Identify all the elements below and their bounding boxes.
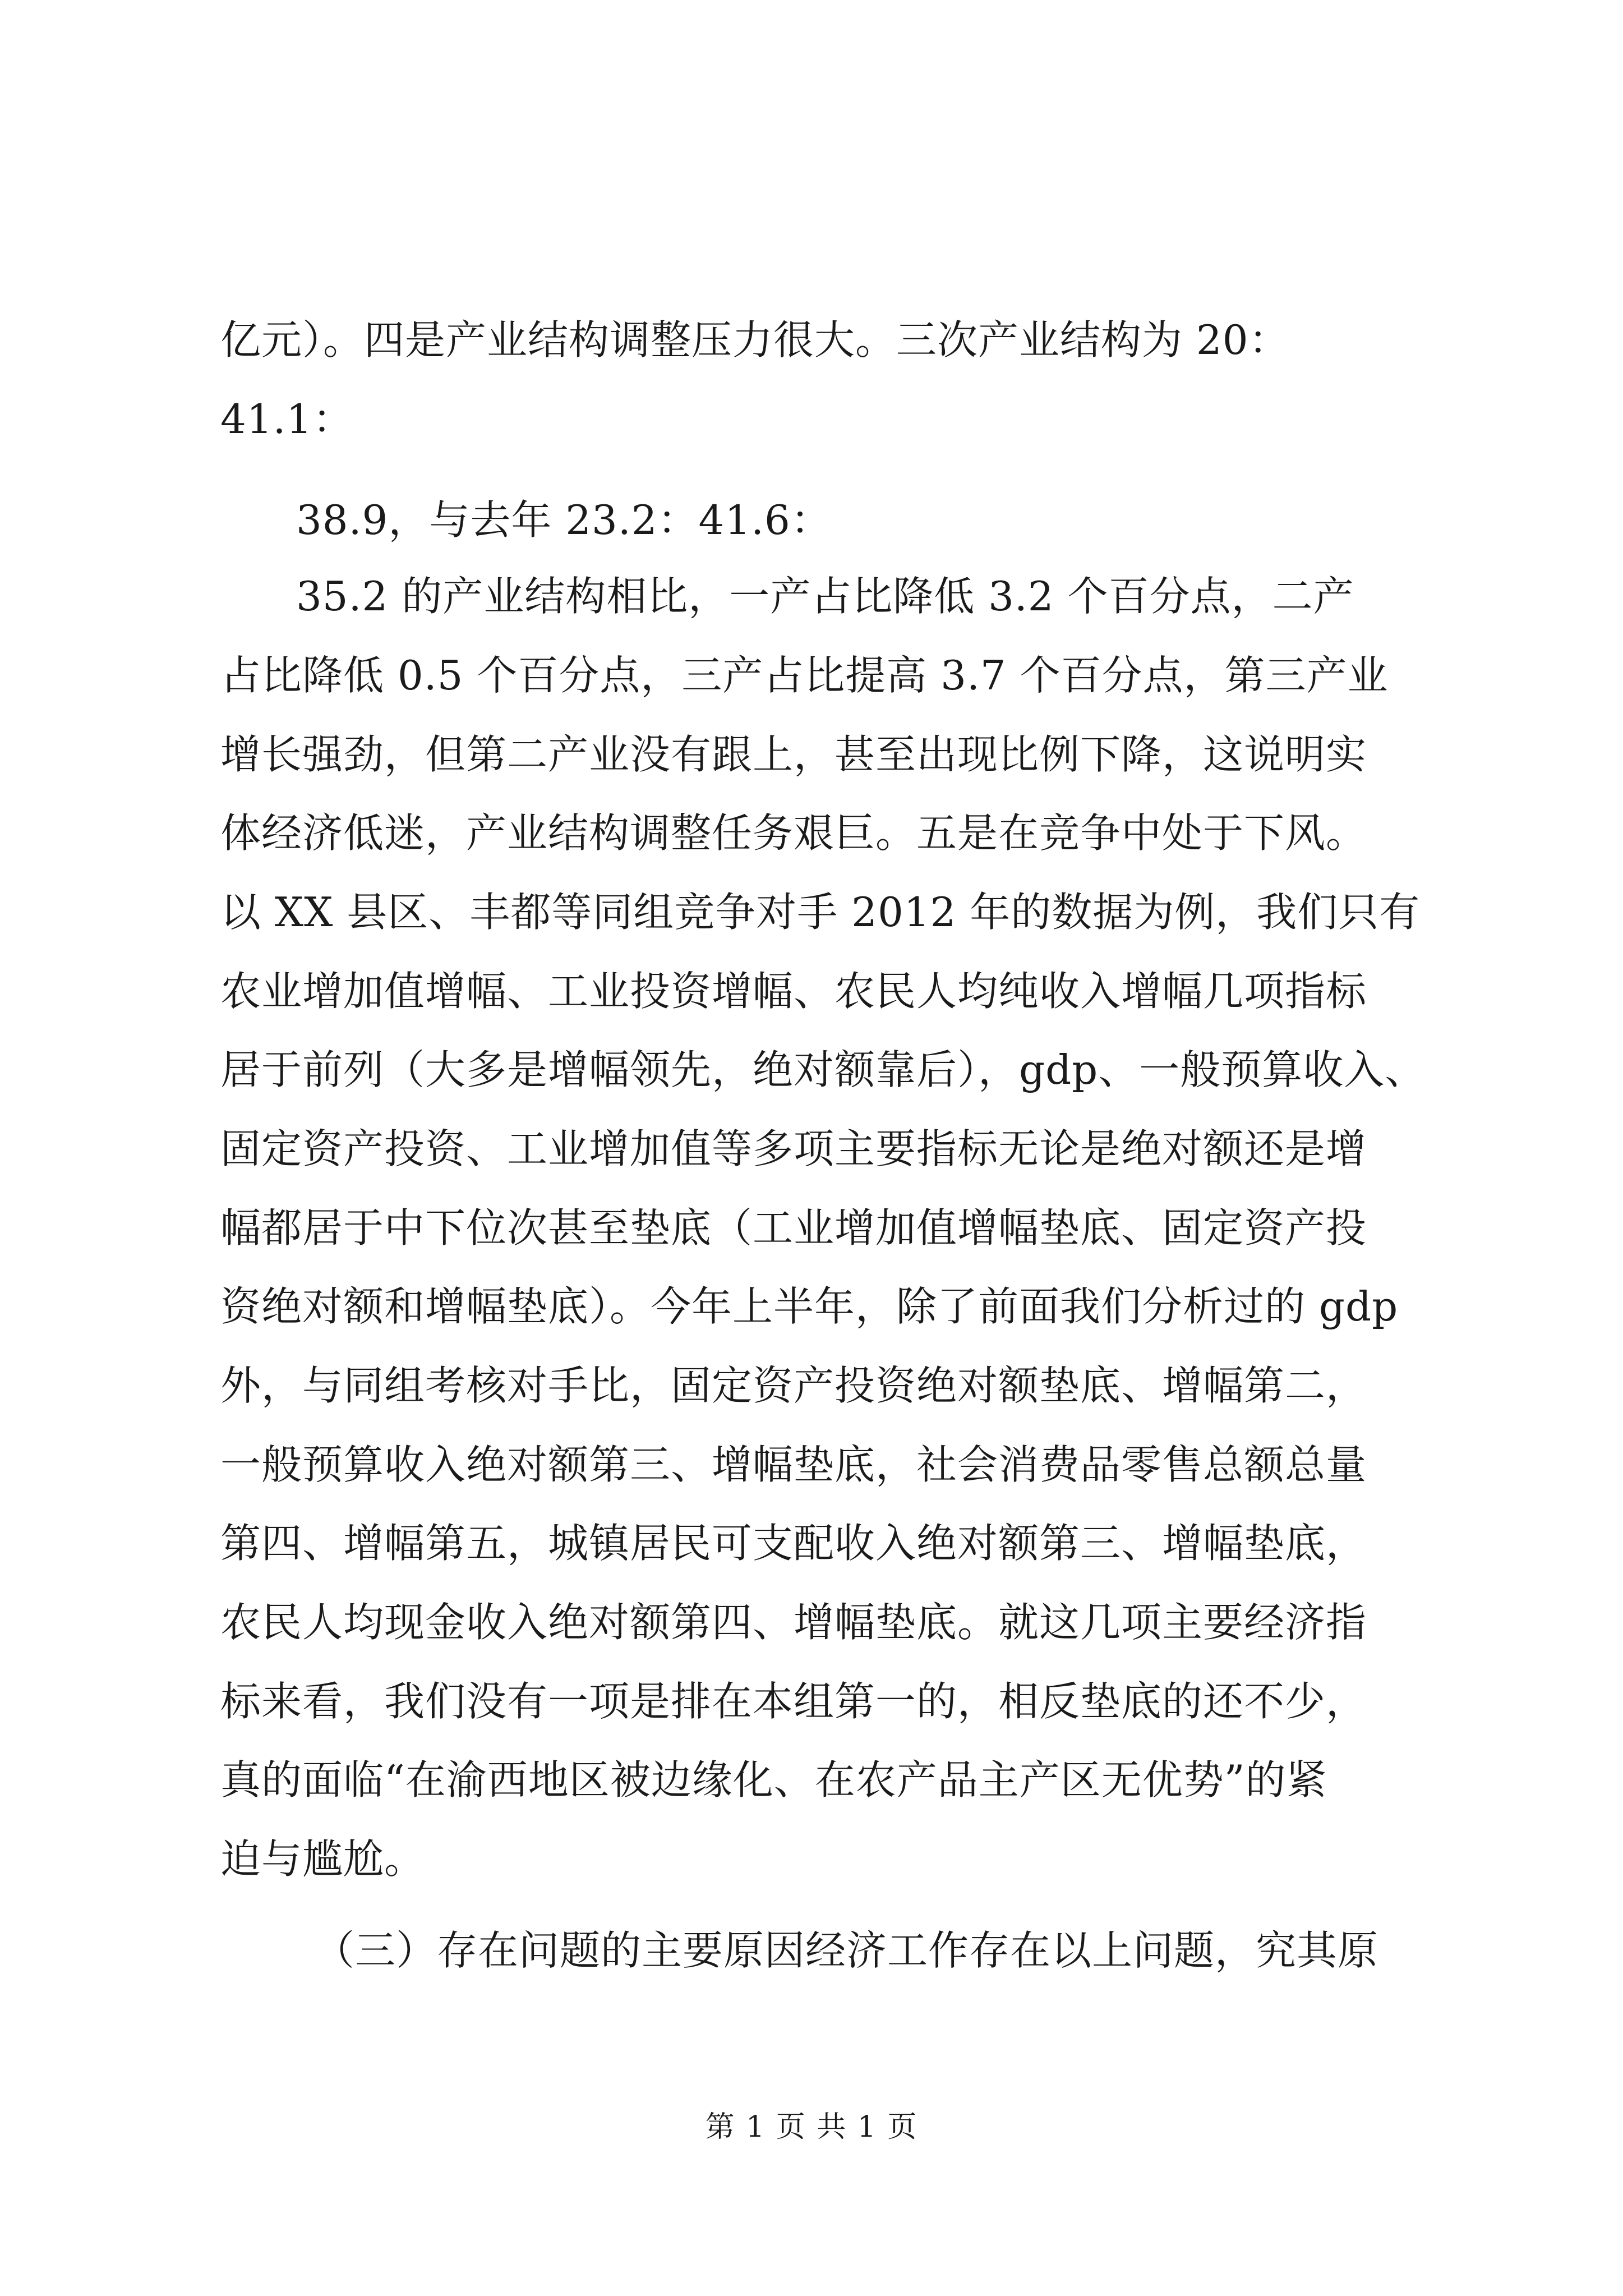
text-line: 幅都居于中下位次甚至垫底（工业增加值增幅垫底、固定资产投 — [220, 1204, 1367, 1251]
text-line: 农民人均现金收入绝对额第四、增幅垫底。就这几项主要经济指 — [220, 1599, 1367, 1646]
text-line: 占比降低 0.5 个百分点，三产占比提高 3.7 个百分点，第三产业 — [220, 652, 1389, 699]
text-line: 农业增加值增幅、工业投资增幅、农民人均纯收入增幅几项指标 — [220, 968, 1367, 1015]
text-line: 第四、增幅第五，城镇居民可支配收入绝对额第三、增幅垫底， — [220, 1520, 1367, 1567]
text-line: （三）存在问题的主要原因经济工作存在以上问题，究其原 — [314, 1927, 1379, 1974]
text-line: 38.9，与去年 23.2：41.6： — [296, 496, 832, 544]
text-line: 亿元）。四是产业结构调整压力很大。三次产业结构为 20： — [220, 316, 1290, 364]
text-line: 41.1： — [220, 395, 354, 443]
text-line: 增长强劲，但第二产业没有跟上，甚至出现比例下降，这说明实 — [220, 731, 1367, 778]
text-line: 居于前列（大多是增幅领先，绝对额靠后），gdp、一般预算收入、 — [220, 1046, 1426, 1093]
text-line: 35.2 的产业结构相比，一产占比降低 3.2 个百分点，二产 — [296, 573, 1354, 620]
text-line: 资绝对额和增幅垫底）。今年上半年，除了前面我们分析过的 gdp — [220, 1283, 1399, 1330]
text-line: 外，与同组考核对手比，固定资产投资绝对额垫底、增幅第二， — [220, 1362, 1367, 1409]
text-line: 以 XX 县区、丰都等同组竞争对手 2012 年的数据为例，我们只有 — [220, 889, 1421, 936]
page-footer: 第 1 页 共 1 页 — [705, 2110, 918, 2144]
text-line: 体经济低迷，产业结构调整任务艰巨。五是在竞争中处于下风。 — [220, 809, 1367, 857]
text-line: 一般预算收入绝对额第三、增幅垫底，社会消费品零售总额总量 — [220, 1441, 1367, 1488]
text-line: 标来看，我们没有一项是排在本组第一的，相反垫底的还不少， — [220, 1678, 1367, 1725]
text-line: 固定资产投资、工业增加值等多项主要指标无论是绝对额还是增 — [220, 1125, 1367, 1172]
text-line: 迫与尴尬。 — [220, 1835, 426, 1883]
text-line: 真的面临“在渝西地区被边缘化、在农产品主产区无优势”的紧 — [220, 1756, 1327, 1803]
